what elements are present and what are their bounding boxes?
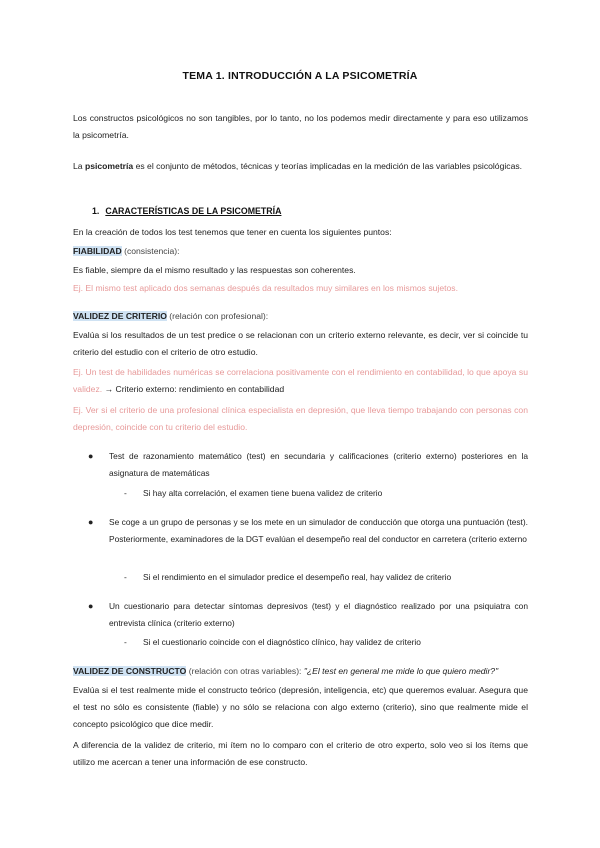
criterio-example-1: Ej. Un test de habilidades numéricas se correlaciona positivamente con el rendimiento en contabilidad, lo que apoya su validez. → Criterio externo: rendimiento en contabilidad <box>73 367 528 394</box>
dash-icon: - <box>124 572 127 582</box>
dash-icon: - <box>124 488 127 498</box>
psicometria-term: psicometría <box>84 161 134 171</box>
section-lead: En la creación de todos los test tenemos que tener en cuenta los siguientes puntos: <box>73 227 392 237</box>
list-subitem: - Si el rendimiento en el simulador predice el desempeño real, hay validez de criterio <box>124 569 528 586</box>
list-subitem: - Si el cuestionario coincide con el diagnóstico clínico, hay validez de criterio <box>124 634 528 651</box>
criterio-heading: VALIDEZ DE CRITERIO (relación con profesional): <box>73 311 269 321</box>
criterio-example-2: Ej. Ver si el criterio de una profesional clínica especialista en depresión, que lleva tiempo trabajando con personas con depresión, coincide con tu criterio del estudio. <box>73 405 528 432</box>
fiabilidad-text: Es fiable, siempre da el mismo resultado y las respuestas son coherentes. <box>73 265 356 275</box>
criterio-label: VALIDEZ DE CRITERIO <box>73 311 167 321</box>
bullet-icon: ● <box>88 451 94 461</box>
list-subitem: - Si hay alta correlación, el examen tiene buena validez de criterio <box>124 485 528 502</box>
bullet-icon: ● <box>88 517 94 527</box>
fiabilidad-heading: FIABILIDAD (consistencia): <box>73 246 180 256</box>
list-item: ● Test de razonamiento matemático (test) en secundaria y calificaciones (criterio externo) posteriores en la asignatura de matemáticas <box>88 448 528 482</box>
constructo-text-2: A diferencia de la validez de criterio, mi ítem no lo comparo con el criterio de otro experto, solo veo si los ítems que utilizo me acercan a tener una información de ese constructo. <box>73 740 528 767</box>
constructo-question: "¿El test en general me mide lo que quiero medir?" <box>303 666 499 676</box>
dash-icon: - <box>124 637 127 647</box>
list-item: ● Se coge a un grupo de personas y se los mete en un simulador de conducción que otorga una puntuación (test). Posteriormente, examinadores de la DGT evalúan el desempeño real del conductor en carretera (criterio externo <box>88 514 528 548</box>
section-heading: 1. CARACTERÍSTICAS DE LA PSICOMETRÍA <box>92 206 282 216</box>
definition-paragraph: La psicometría es el conjunto de métodos, técnicas y teorías implicadas en la medición de las variables psicológicas. <box>73 161 523 171</box>
fiabilidad-example: Ej. El mismo test aplicado dos semanas después da resultados muy similares en los mismos sujetos. <box>73 283 458 293</box>
criterio-text: Evalúa si los resultados de un test predice o se relacionan con un criterio externo relevante, es decir, ver si coincide tu criterio del estudio con el criterio de otro estudio. <box>73 330 528 357</box>
constructo-heading: VALIDEZ DE CONSTRUCTO (relación con otras variables): "¿El test en general me mide lo que quiero medir?" <box>73 666 499 676</box>
fiabilidad-label: FIABILIDAD <box>73 246 122 256</box>
list-item: ● Un cuestionario para detectar síntomas depresivos (test) y el diagnóstico realizado por una psiquiatra con entrevista clínica (criterio externo) <box>88 598 528 632</box>
bullet-icon: ● <box>88 601 94 611</box>
constructo-text-1: Evalúa si el test realmente mide el constructo teórico (depresión, inteligencia, etc) que queremos evaluar. Asegura que el test no sólo es consistente (fiable) y no sólo se relaciona con algo externo (criterio), sino que realmente mide el concepto psicológico que dice medir. <box>73 685 528 729</box>
page-title: TEMA 1. INTRODUCCIÓN A LA PSICOMETRÍA <box>182 70 418 82</box>
intro-paragraph: Los constructos psicológicos no son tangibles, por lo tanto, no los podemos medir directamente y para eso utilizamos la psicometría. <box>73 113 528 140</box>
constructo-label: VALIDEZ DE CONSTRUCTO <box>73 666 187 676</box>
